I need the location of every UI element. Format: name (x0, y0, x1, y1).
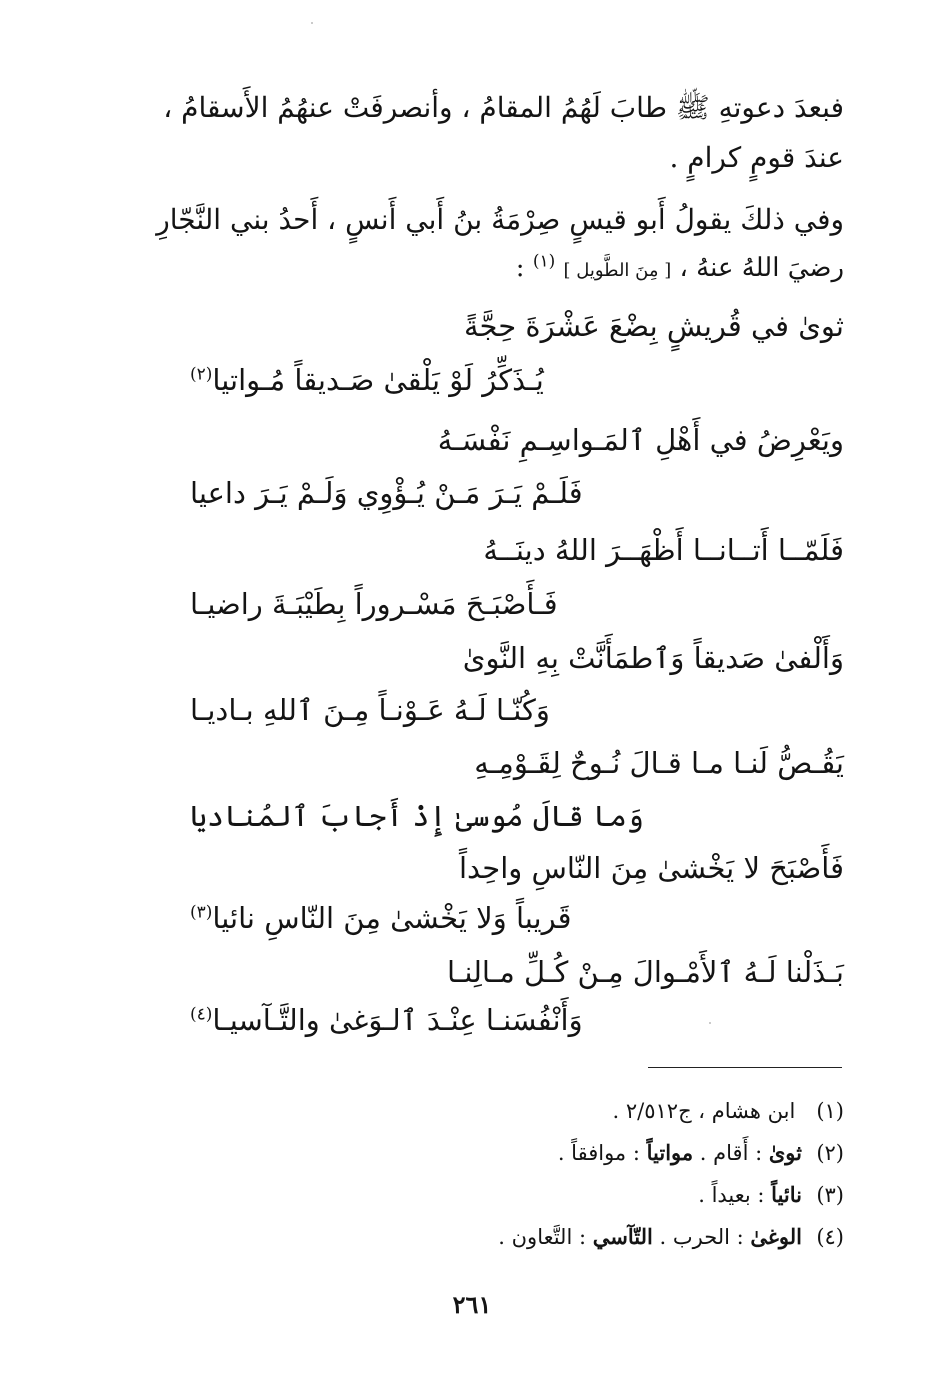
attribution-line (516, 250, 844, 289)
footnote-ref-4: (٤) (190, 1004, 213, 1025)
footnote-term: التّآسي (592, 1224, 653, 1249)
footnote-separator (648, 1067, 842, 1068)
footnote-term: مواتياً (646, 1140, 694, 1165)
footnote-number: (١) (816, 1099, 844, 1123)
hemistich-text: يُـذَكِّرُ لَوْ يَلْقىٰ صَـديقاً مُـواتيا (212, 363, 544, 397)
verse-4-first-hemistich: وَأَلْفىٰ صَديقاً وَٱطمَأَنَّتْ بِهِ النَّوىٰ (462, 641, 844, 675)
footnote-gloss: : موافقاً . (557, 1141, 647, 1165)
page-number: ٢٦١ (452, 1290, 492, 1319)
verse-7-first-hemistich: بَـذَلْنا لَـهُ ٱلأَمْـوالَ مِـنْ كُـلِّ مـالِنـا (446, 955, 844, 989)
footnote-1 (613, 1097, 844, 1125)
attribution-text: رضيَ اللهُ عنهُ ، (679, 253, 844, 283)
meter-label: [ مِنَ الطَّويل ] (563, 260, 672, 281)
hemistich-text: وَأَنْفُسَنـا عِنْـدَ ٱلـوَغىٰ والتَّـآسيـا (212, 1003, 583, 1037)
verse-6-first-hemistich: فَأَصْبَحَ لا يَخْشىٰ مِنَ النّاسِ واحِداً (458, 851, 844, 885)
footnote-gloss: : أَقام . (693, 1141, 769, 1165)
footnote-ref-1: (١) (532, 251, 556, 272)
footnote-gloss: : التَّعاون . (498, 1225, 593, 1249)
footnote-term: الوغىٰ (750, 1224, 802, 1249)
scan-speck (311, 22, 313, 24)
footnote-2 (558, 1139, 844, 1167)
footnote-number: (٢) (816, 1141, 844, 1165)
verse-1-first-hemistich: ثوىٰ في قُريشٍ بِضْعَ عَشْرَةَ حِجَّةً (463, 309, 844, 343)
footnote-text: ابن هشام ، ج٢/٥١٢ . (612, 1099, 796, 1123)
prose-line-3: وفي ذلكَ يقولُ أَبو قيسٍ صِرْمَةُ بنُ أَبي أَنسٍ ، أَحدُ بني النَّجّارِ (156, 203, 844, 236)
scan-speck (709, 1022, 711, 1024)
footnote-gloss: : بعيداً . (698, 1183, 772, 1207)
verse-4-second-hemistich: وَكُنّـا لَـهُ عَـوْنـاً مِـنَ ٱللهِ بـاديـا (190, 693, 550, 727)
verse-5-first-hemistich: يَقُـصُّ لَنـا مـا قـالَ نُـوحٌ لِقَـوْمِـهِ (474, 746, 844, 780)
footnote-4 (498, 1223, 844, 1251)
footnote-term: ثوىٰ (768, 1140, 802, 1165)
verse-5-second-hemistich: وَما قالَ مُوسىٰ إِذْ أَجابَ ٱلمُناديا (190, 799, 644, 833)
footnote-number: (٣) (816, 1183, 844, 1207)
footnote-number: (٤) (816, 1225, 844, 1249)
footnote-ref-2: (٢) (190, 364, 213, 385)
footnote-ref-3: (٣) (190, 902, 213, 923)
verse-2-second-hemistich: فَلَـمْ يَـرَ مَـنْ يُـؤْوِي وَلَـمْ يَـرَ داعيا (190, 476, 583, 510)
hemistich-text: قَريباً وَلا يَخْشىٰ مِنَ النّاسِ نائيا (212, 901, 572, 935)
prose-line-1: فبعدَ دعوتهِ ﷺ طابَ لَهُمُ المقامُ ، وأنصرفَتْ عنهُمُ الأَسقامُ ، (163, 91, 844, 124)
prose-line-2: عندَ قومٍ كرامٍ . (669, 141, 844, 174)
verse-3-second-hemistich: فَـأَصْبَـحَ مَسْـروراً بِطَيْبَـةَ راضيـا (190, 587, 558, 621)
verse-2-first-hemistich: ويَعْرِضُ في أَهْلِ ٱلمَـواسِـمِ نَفْسَـهُ (437, 423, 844, 457)
attribution-colon: : (515, 253, 525, 283)
footnote-gloss: : الحرب . (652, 1225, 751, 1249)
verse-3-first-hemistich: فَلَمّــا أَتــانــا أَظْهَــرَ اللهُ دينَــهُ (483, 533, 844, 567)
verse-7-second-hemistich (190, 1000, 726, 1040)
footnote-term: نائياً (771, 1182, 802, 1207)
verse-1-second-hemistich (190, 360, 726, 400)
footnote-3 (698, 1181, 844, 1209)
verse-6-second-hemistich (190, 898, 726, 938)
